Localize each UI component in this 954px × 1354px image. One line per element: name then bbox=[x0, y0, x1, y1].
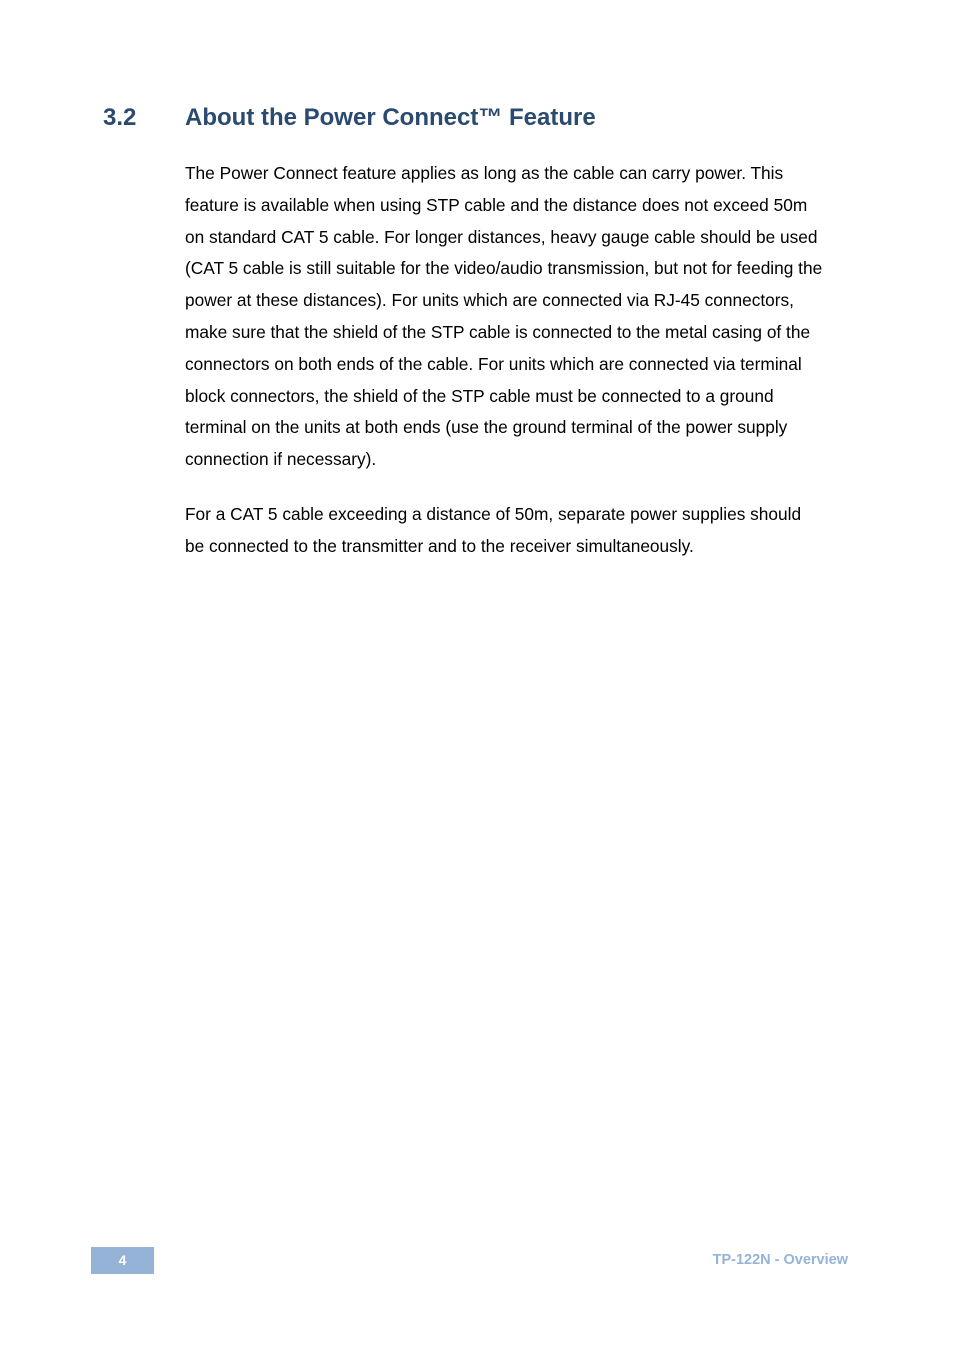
section-title: About the Power Connect™ Feature bbox=[185, 104, 596, 131]
section-heading bbox=[103, 101, 863, 135]
paragraph-line: (CAT 5 cable is still suitable for the video/audio transmission, but not for feeding the bbox=[185, 258, 823, 279]
paragraph-line: be connected to the transmitter and to the receiver simultaneously. bbox=[185, 535, 694, 556]
paragraph-line: connectors on both ends of the cable. For units which are connected via terminal bbox=[185, 353, 802, 374]
paragraph-power-connect-description bbox=[185, 158, 865, 476]
paragraph-line: For a CAT 5 cable exceeding a distance of 50m, separate power supplies should bbox=[185, 504, 802, 524]
paragraph-line: feature is available when using STP cable and the distance does not exceed 50m bbox=[185, 194, 808, 215]
paragraph-line: block connectors, the shield of the STP cable must be connected to a ground bbox=[185, 385, 774, 406]
paragraph-line: terminal on the units at both ends (use the ground terminal of the power supply bbox=[185, 417, 788, 438]
paragraph-line: power at these distances). For units which are connected via RJ-45 connectors, bbox=[185, 290, 794, 311]
footer-document-title: TP-122N - Overview bbox=[712, 1252, 848, 1268]
paragraph-line: The Power Connect feature applies as long as the cable can carry power. This bbox=[185, 163, 784, 183]
footer-page-number: 4 bbox=[91, 1247, 154, 1274]
section-number: 3.2 bbox=[103, 104, 137, 131]
paragraph-line: on standard CAT 5 cable. For longer distances, heavy gauge cable should be used bbox=[185, 226, 818, 247]
paragraph-line: connection if necessary). bbox=[185, 449, 377, 470]
paragraph-separate-power-supplies bbox=[185, 499, 865, 563]
paragraph-line: make sure that the shield of the STP cable is connected to the metal casing of the bbox=[185, 321, 811, 342]
